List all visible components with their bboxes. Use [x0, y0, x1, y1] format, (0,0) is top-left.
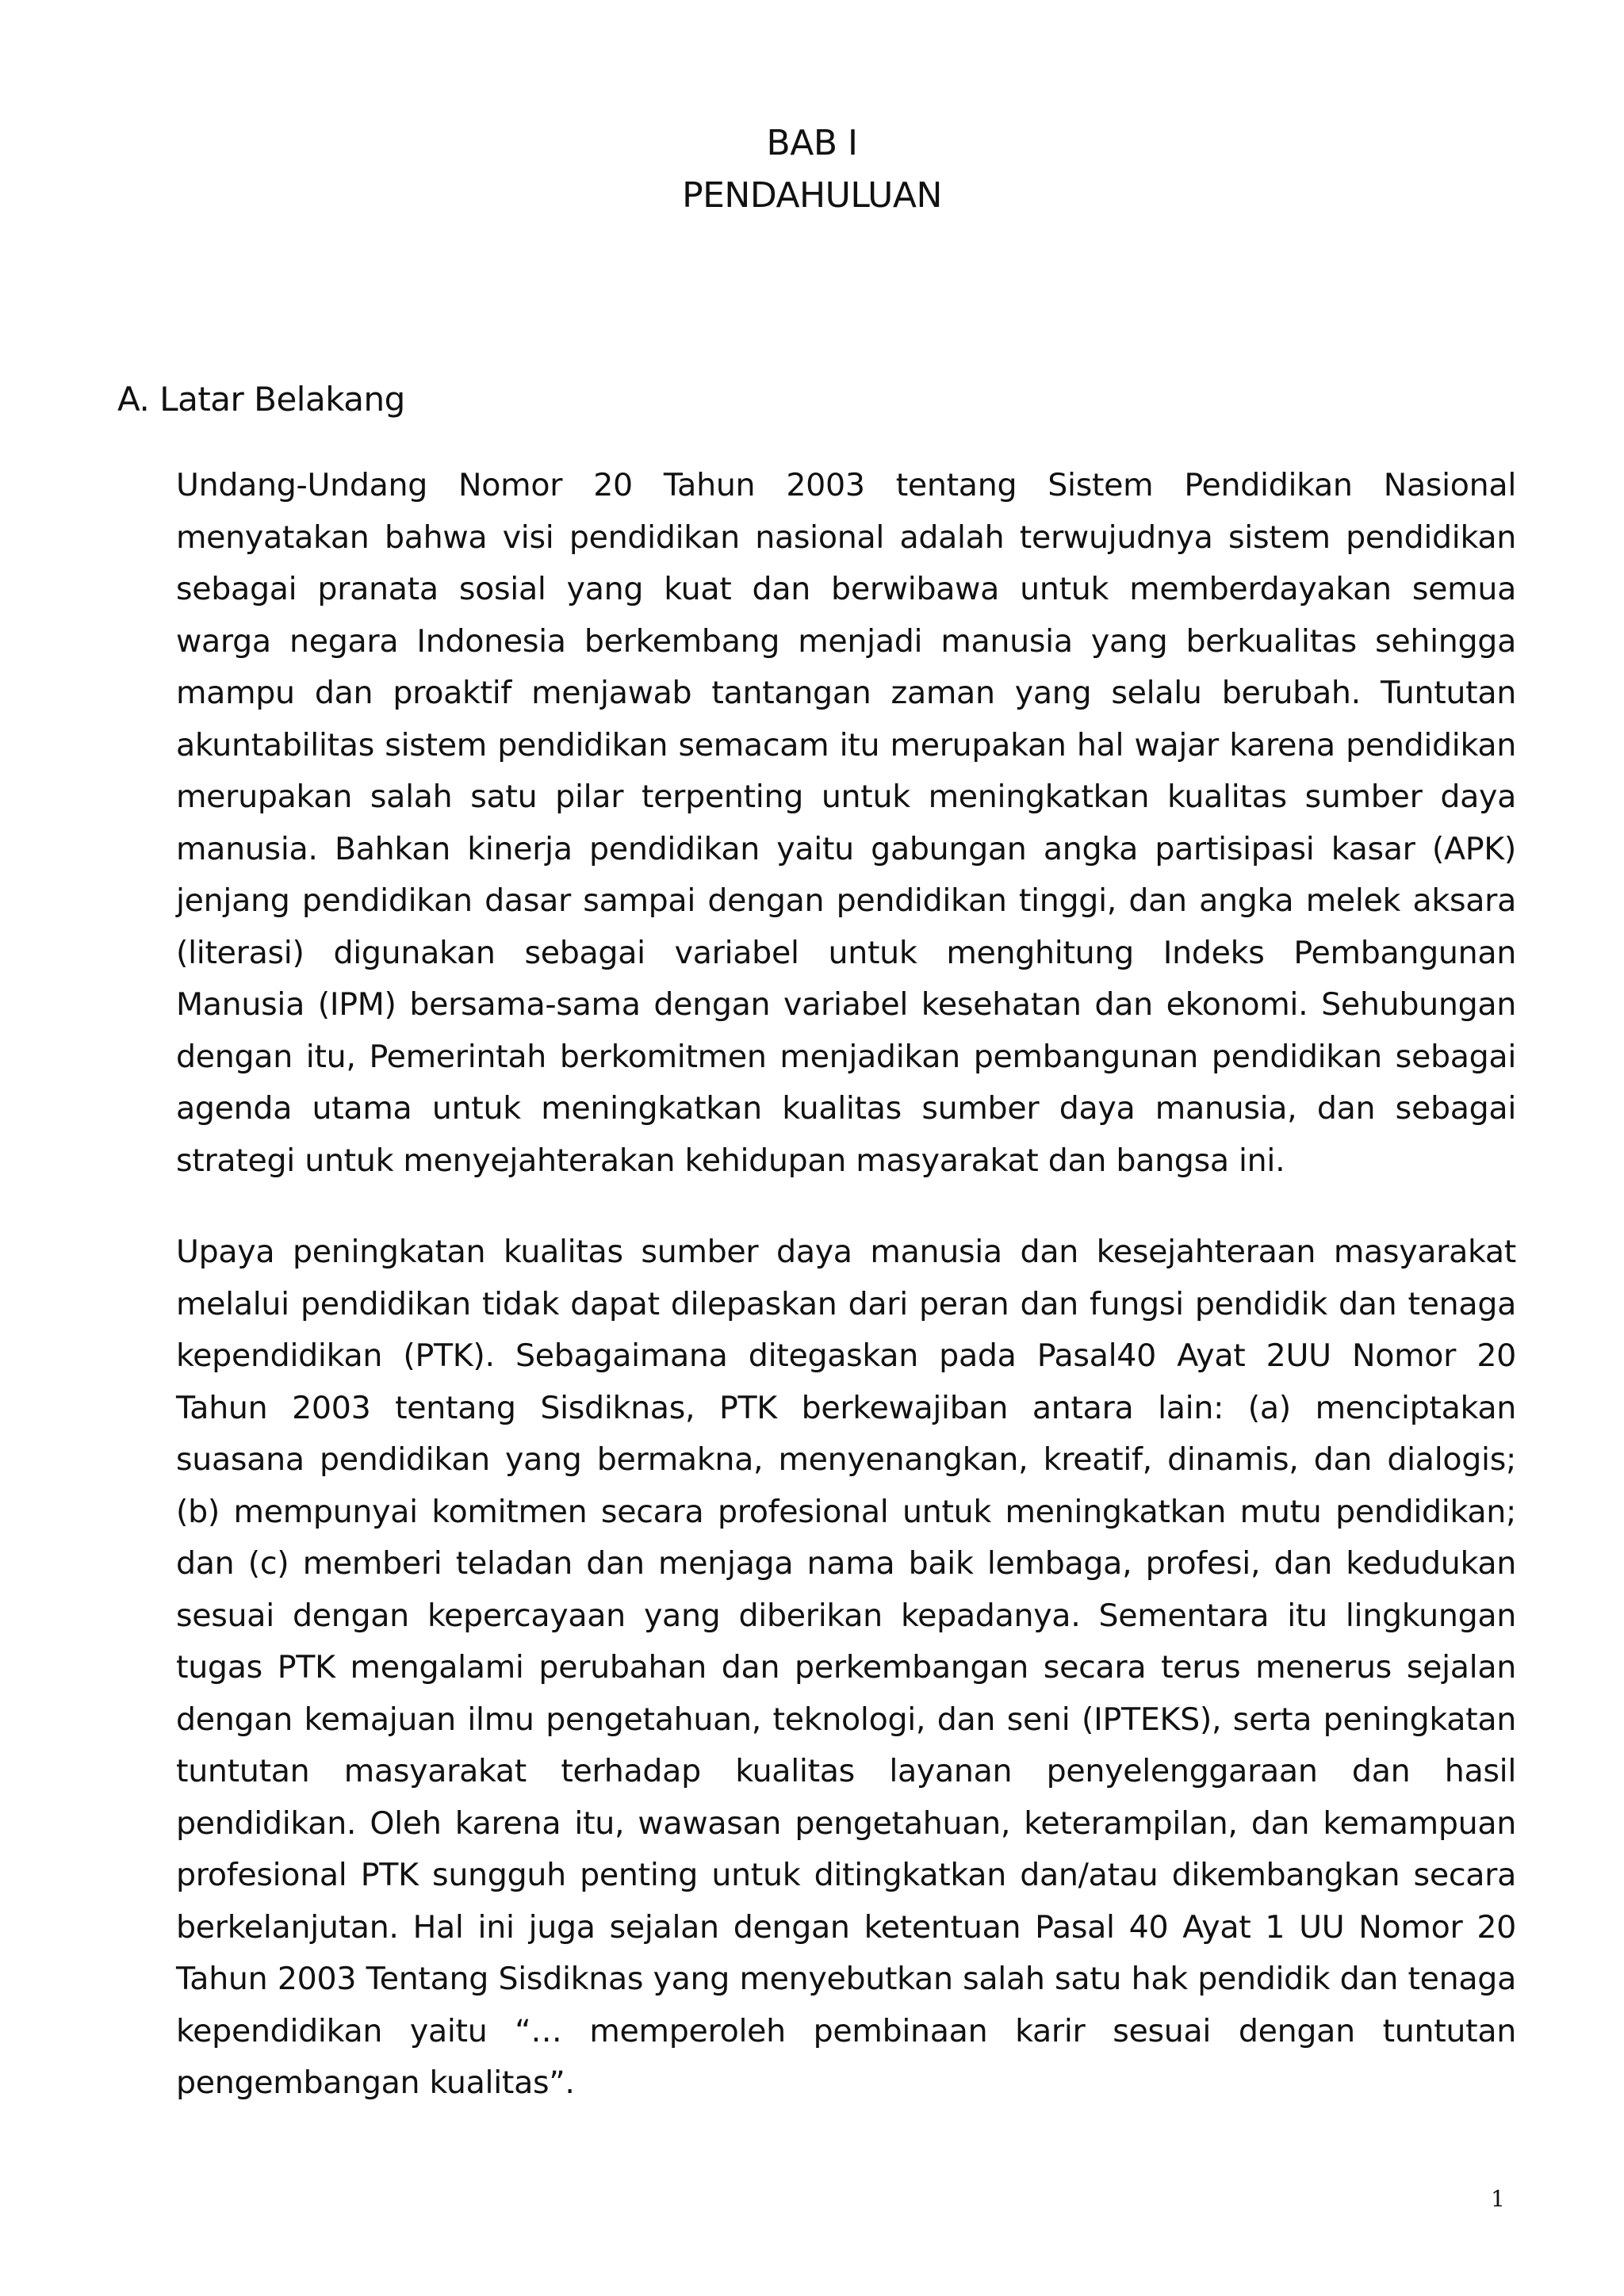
chapter-title: PENDAHULUAN: [682, 175, 942, 216]
chapter-number: BAB I: [766, 123, 858, 163]
paragraph-1: Undang-Undang Nomor 20 Tahun 2003 tentang Sistem Pendidikan Nasional menyatakan bahwa visi pendidikan nasional adalah terwujudnya sistem pendidikan sebagai pranata sosial yang kuat dan berwibawa untuk memberdayakan semua warga negara Indonesia berkembang menjadi manusia yang berkualitas sehingga mampu dan proaktif menjawab tantangan zaman yang selalu berubah. Tuntutan akuntabilitas sistem pendidikan semacam itu merupakan hal wajar karena pendidikan merupakan salah satu pilar terpenting untuk meningkatkan kualitas sumber daya manusia. Bahkan kinerja pendidikan yaitu gabungan angka partisipasi kasar (APK) jenjang pendidikan dasar sampai dengan pendidikan tinggi, dan angka melek aksara (literasi) digunakan sebagai variabel untuk menghitung Indeks Pembangunan Manusia (IPM) bersama-sama dengan variabel kesehatan dan ekonomi. Sehubungan dengan itu, Pemerintah berkomitmen menjadikan pembangunan pendidikan sebagai agenda utama untuk meningkatkan kualitas sumber daya manusia, dan sebagai strategi untuk menyejahterakan kehidupan masyarakat dan bangsa ini.: [176, 467, 1516, 1179]
section-heading: A. Latar Belakang: [117, 380, 405, 419]
page-number: 1: [1491, 2186, 1505, 2212]
paragraph-2: Upaya peningkatan kualitas sumber daya manusia dan kesejahteraan masyarakat melalui pendidikan tidak dapat dilepaskan dari peran dan fungsi pendidik dan tenaga kependidikan (PTK). Sebagaimana ditegaskan pada Pasal40 Ayat 2UU Nomor 20 Tahun 2003 tentang Sisdiknas, PTK berkewajiban antara lain: (a) menciptakan suasana pendidikan yang bermakna, menyenangkan, kreatif, dinamis, dan dialogis; (b) mempunyai komitmen secara profesional untuk meningkatkan mutu pendidikan; dan (c) memberi teladan dan menjaga nama baik lembaga, profesi, dan kedudukan sesuai dengan kepercayaan yang diberikan kepadanya. Sementara itu lingkungan tugas PTK mengalami perubahan dan perkembangan secara terus menerus sejalan dengan kemajuan ilmu pengetahuan, teknologi, dan seni (IPTEKS), serta peningkatan tuntutan masyarakat terhadap kualitas layanan penyelenggaraan dan hasil pendidikan. Oleh karena itu, wawasan pengetahuan, keterampilan, dan kemampuan profesional PTK sungguh penting untuk ditingkatkan dan/atau dikembangkan secara berkelanjutan. Hal ini juga sejalan dengan ketentuan Pasal 40 Ayat 1 UU Nomor 20 Tahun 2003 Tentang Sisdiknas yang menyebutkan salah satu hak pendidik dan tenaga kependidikan yaitu “… memperoleh pembinaan karir sesuai dengan tuntutan pengembangan kualitas”.: [176, 1234, 1516, 2101]
chapter-header: [0, 117, 1624, 222]
